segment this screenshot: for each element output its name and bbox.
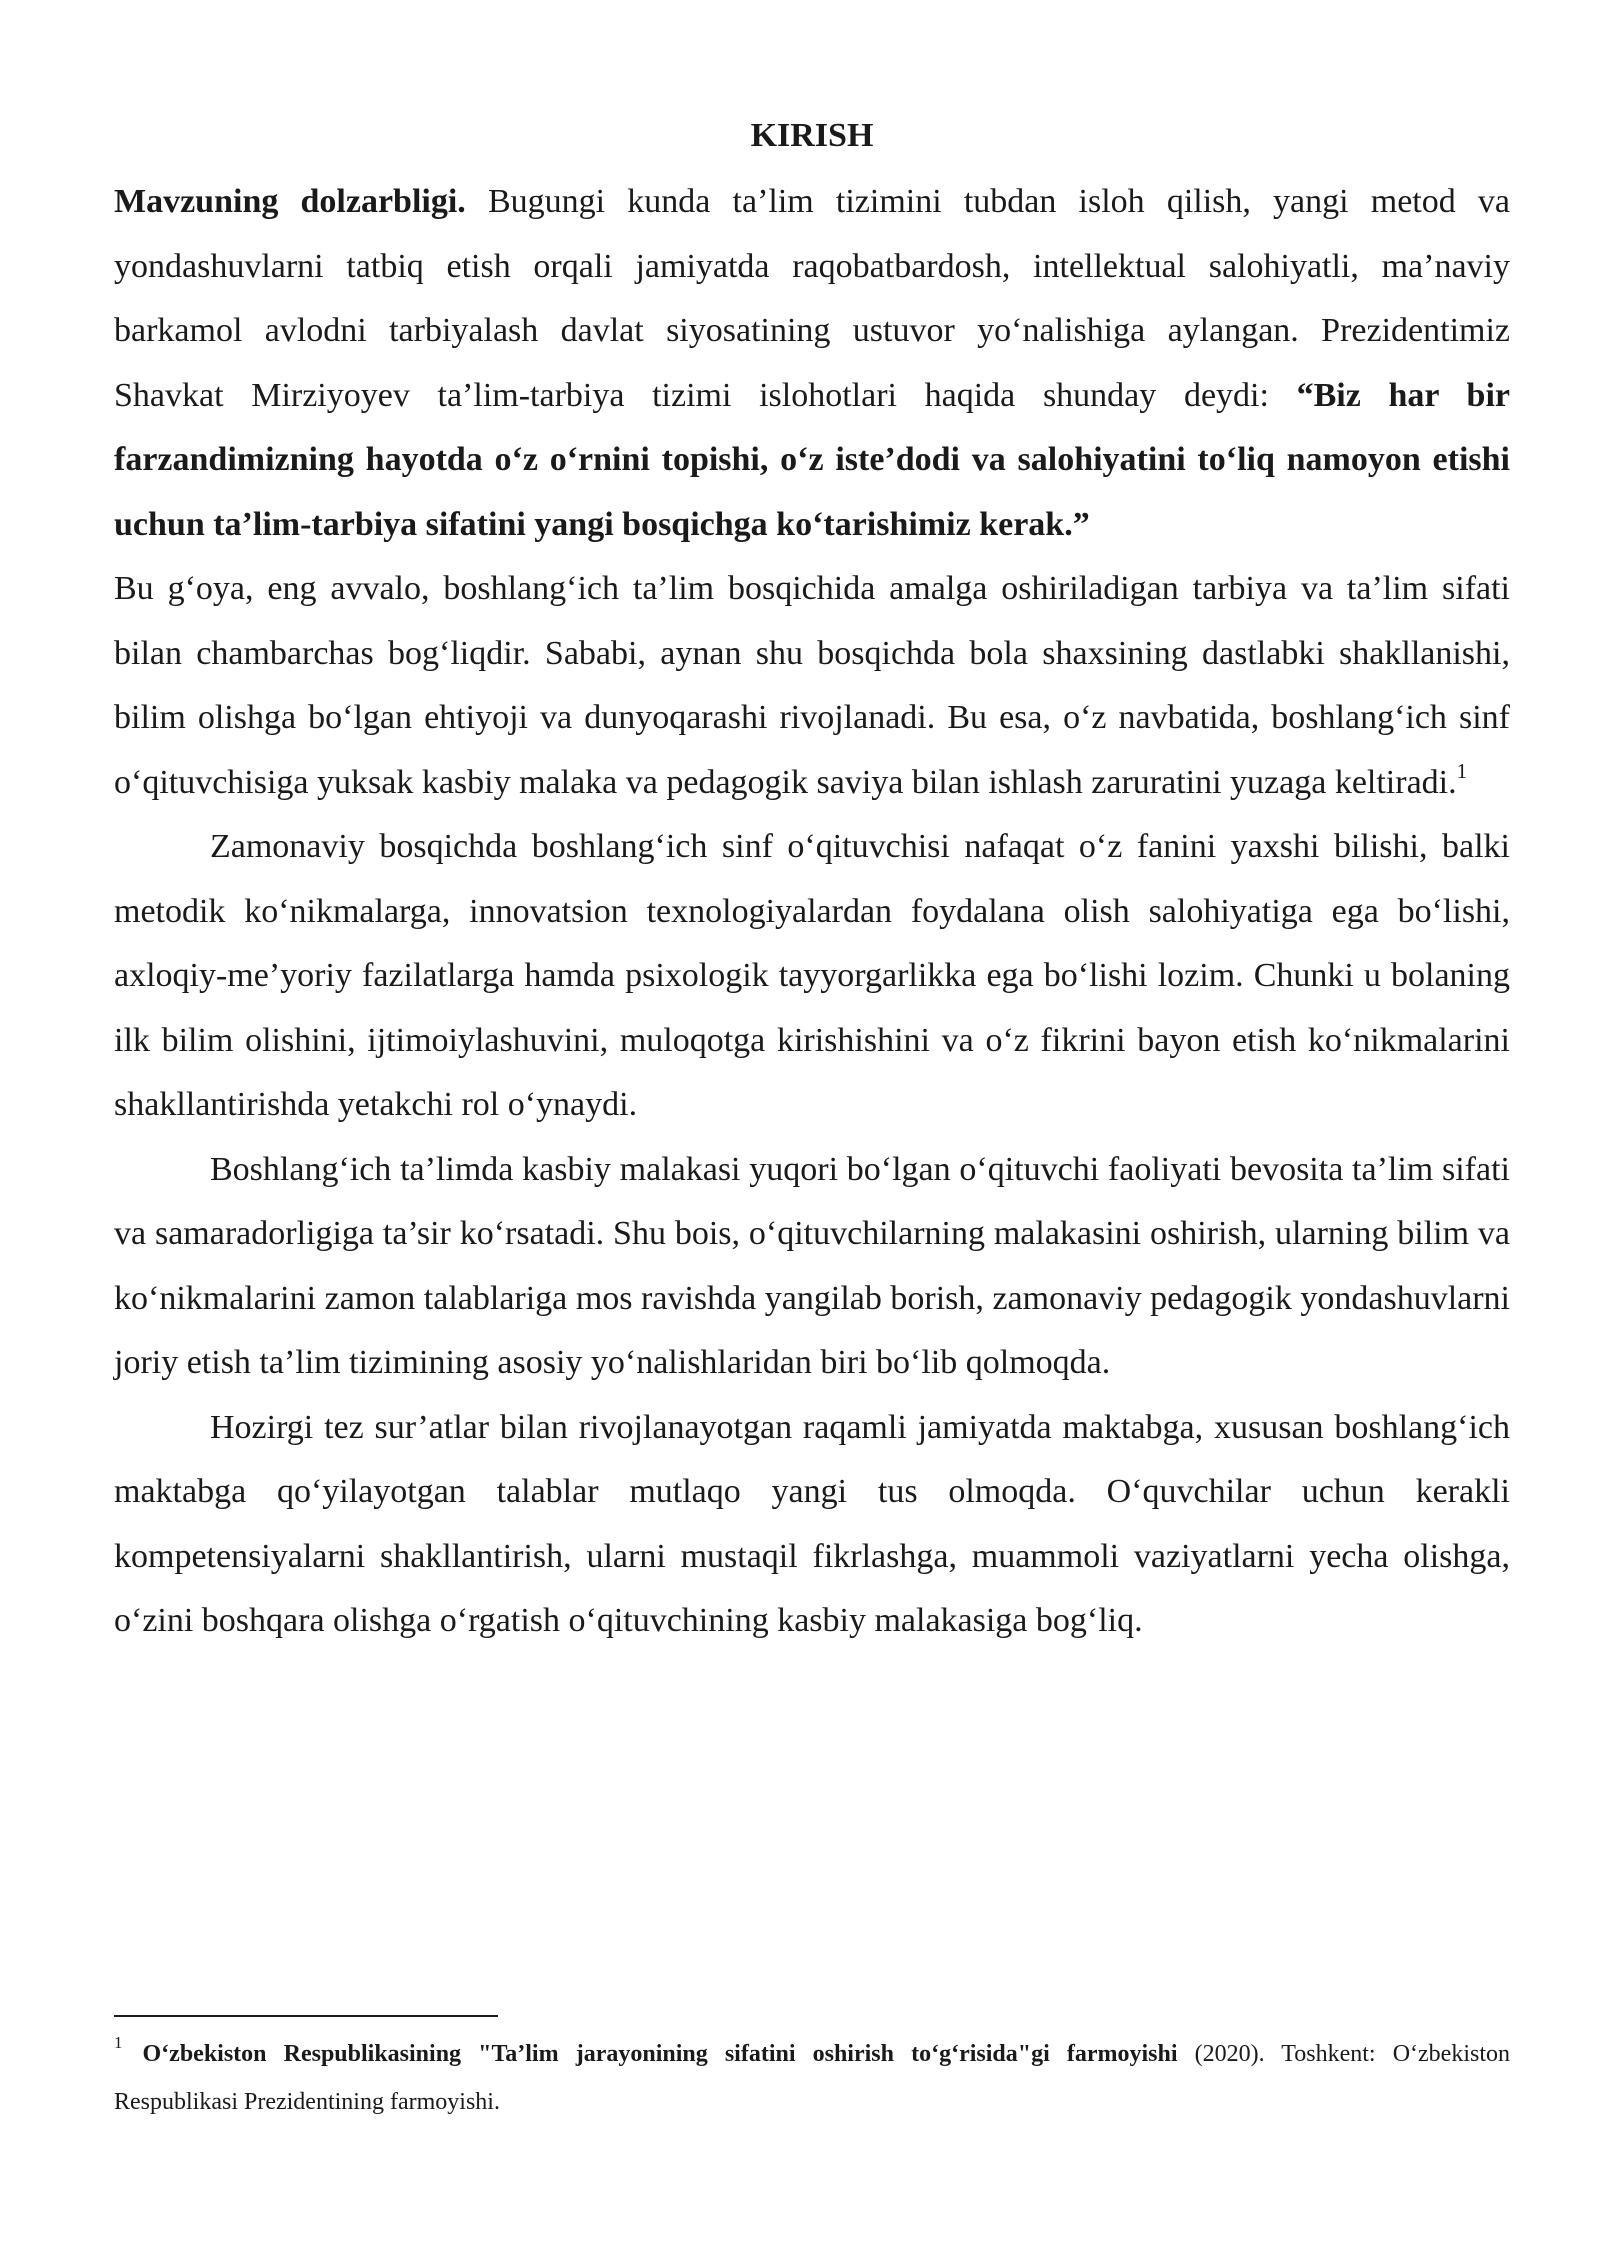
paragraph-professional-skill: Boshlang‘ich ta’limda kasbiy malakasi yuqori bo‘lgan o‘qituvchi faoliyati bevosita ta’lim sifati va samaradorligiga ta’sir ko‘rsatadi. Shu bois, o‘qituvchilarning malakasini oshirish, ularning bilim va ko‘nikmalarini zamon talablariga mos ravishda yangilab borish, zamonaviy pedagogik yondashuvlarni joriy etish ta’lim tizimining asosiy yo‘nalishlaridan biri bo‘lib qolmoqda. [114,1150,1510,1381]
footnote-source: (2020). Toshkent: O‘zbekiston Respublikasi Prezidentining farmoyishi. [114,2041,1511,2115]
footnote [114,2030,1510,2126]
relevance-text: Bugungi kunda ta’lim tizimini tubdan isloh qilish, yangi metod va yondashuvlarni tatbiq etish orqali jamiyatda raqobatbardosh, intellektual salohiyatli, ma’naviy barkamol avlodni tarbiyalash davlat siyosatining ustuvor yo‘nalishiga aylangan. Prezidentimiz Shavkat Mirziyoyev ta’lim-tarbiya tizimi islohotlari haqida shunday deydi: [114,183,1510,414]
president-quote: “Biz har bir farzandimizning hayotda o‘z o‘rnini topishi, o‘z iste’dodi va salohiyatini to‘liq namoyon etishi uchun ta’lim-tarbiya sifatini yangi bosqichga ko‘tarishimiz kerak.” [114,376,1511,543]
footnote-title: O‘zbekiston Respublikasining "Ta’lim jarayonining sifatini oshirish to‘g‘risida"gi farmoyishi [142,2041,1178,2067]
footnote-number: 1 [114,2033,123,2052]
footnote-separator [114,2015,498,2017]
footnote-reference[interactable]: 1 [1456,759,1468,784]
paragraph-modern-teacher: Zamonaviy bosqichda boshlang‘ich sinf o‘qituvchisi nafaqat o‘z fanini yaxshi bilishi, balki metodik ko‘nikmalarga, innovatsion texnologiyalardan foydalana olish salohiyatiga ega bo‘lishi, axloqiy-me’yoriy fazilatlarga hamda psixologik tayyorgarlikka ega bo‘lishi lozim. Chunki u bolaning ilk bilim olishini, ijtimoiylashuvini, muloqotga kirishishini va o‘z fikrini bayon etish ko‘nikmalarini shakllantirishda yetakchi rol o‘ynaydi. [114,828,1510,1123]
section-heading: KIRISH [750,117,874,154]
primary-education-text: Bu g‘oya, eng avvalo, boshlang‘ich ta’lim bosqichida amalga oshiriladigan tarbiya va ta’lim sifati bilan chambarchas bog‘liqdir. Sababi, aynan shu bosqichda bola shaxsining dastlabki shakllanishi, bilim olishga bo‘lgan ehtiyoji va dunyoqarashi rivojlanadi. Bu esa, o‘z navbatida, boshlang‘ich sinf o‘qituvchisiga yuksak kasbiy malaka va pedagogik saviya bilan ishlash zaruratini yuzaga keltiradi. [114,570,1510,801]
paragraph-primary-education [114,557,1510,815]
relevance-label: Mavzuning dolzarbligi. [114,183,466,220]
paragraph-relevance [114,170,1510,557]
paragraph-digital-society: Hozirgi tez sur’atlar bilan rivojlanayotgan raqamli jamiyatda maktabga, xususan boshlang‘ich maktabga qo‘yilayotgan talablar mutlaqo yangi tus olmoqda. O‘quvchilar uchun kerakli kompetensiyalarni shakllantirish, ularni mustaqil fikrlashga, muammoli vaziyatlarni yecha olishga, o‘zini boshqara olishga o‘rgatish o‘qituvchining kasbiy malakasiga bog‘liq. [114,1408,1510,1639]
document-body [114,112,1510,1654]
